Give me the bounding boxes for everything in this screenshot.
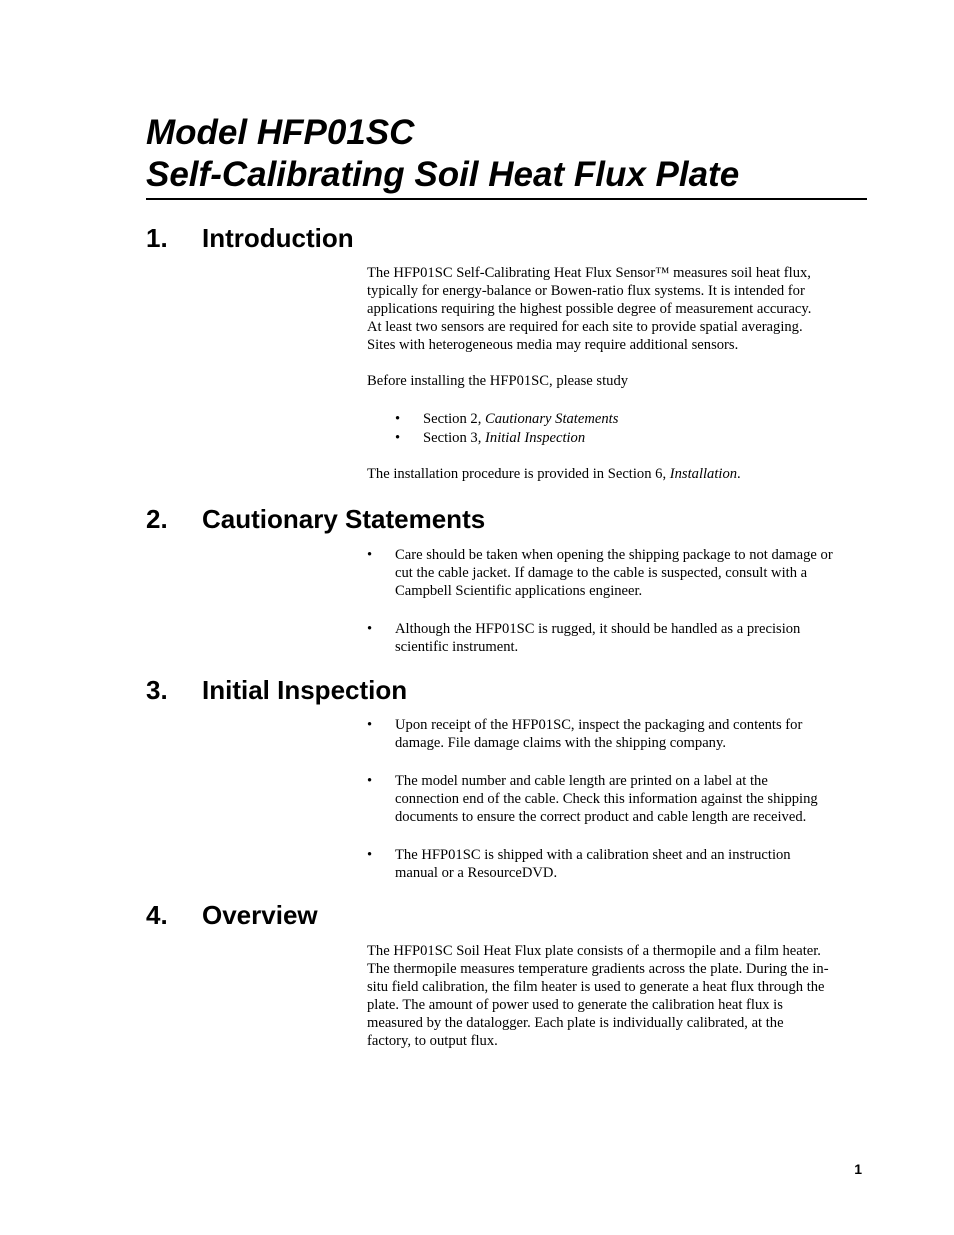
title-line-2: Self-Calibrating Soil Heat Flux Plate <box>146 155 740 194</box>
paragraph-line: factory, to output flux. <box>367 1033 498 1049</box>
inspection-body <box>367 716 867 882</box>
document-title <box>146 112 867 200</box>
section-reference: Cautionary Statements <box>485 411 619 427</box>
section-heading-inspection <box>146 674 407 706</box>
list-item: • Section 2, Cautionary Statements <box>395 410 867 428</box>
list-item: • Upon receipt of the HFP01SC, inspect the packaging and contents for damage. File damage claims with the shipping company. <box>367 716 867 752</box>
title-line-1: Model HFP01SC <box>146 113 415 152</box>
paragraph-line: The HFP01SC Soil Heat Flux plate consists of a thermopile and a film heater. <box>367 943 821 959</box>
paragraph-line: measured by the datalogger. Each plate is individually calibrated, at the <box>367 1015 784 1031</box>
paragraph-line: The HFP01SC Self-Calibrating Heat Flux Sensor™ measures soil heat flux, <box>367 265 811 281</box>
paragraph-line: situ field calibration, the film heater is used to generate a heat flux through the <box>367 979 825 995</box>
section-heading-overview <box>146 899 318 931</box>
paragraph-line: At least two sensors are required for each site to provide spatial averaging. <box>367 319 803 335</box>
section-title: Cautionary Statements <box>202 504 486 534</box>
list-item: • Care should be taken when opening the shipping package to not damage or cut the cable jacket. If damage to the cable is suspected, consult with a Campbell Scientific applications engineer. <box>367 546 867 600</box>
introduction-body <box>367 264 867 483</box>
overview-body <box>367 942 867 1050</box>
paragraph-line: The thermopile measures temperature gradients across the plate. During the in- <box>367 961 829 977</box>
list-item: • The HFP01SC is shipped with a calibration sheet and an instruction manual or a ResourceDVD. <box>367 846 867 882</box>
section-number: 3. <box>146 675 168 705</box>
section-number: 1. <box>146 223 168 253</box>
paragraph-line: applications requiring the highest possible degree of measurement accuracy. <box>367 301 812 317</box>
section-heading-cautionary <box>146 503 485 535</box>
cautionary-body <box>367 546 867 656</box>
list-item: • Although the HFP01SC is rugged, it should be handled as a precision scientific instrument. <box>367 620 867 656</box>
page-number: 1 <box>854 1161 862 1177</box>
section-title: Introduction <box>202 223 354 253</box>
installation-note: The installation procedure is provided in Section 6, Installation. <box>367 466 741 482</box>
list-item: • The model number and cable length are printed on a label at the connection end of the cable. Check this information against the shipping documents to ensure the correct product and cable length are received. <box>367 772 867 826</box>
section-number: 2. <box>146 504 168 534</box>
section-reference: Initial Inspection <box>485 430 586 446</box>
section-number: 4. <box>146 900 168 930</box>
section-heading-introduction <box>146 222 354 254</box>
paragraph-line: Sites with heterogeneous media may require additional sensors. <box>367 337 739 353</box>
section-title: Overview <box>202 900 318 930</box>
paragraph-line: plate. The amount of power used to generate the calibration heat flux is <box>367 997 783 1013</box>
list-item: • Section 3, Initial Inspection <box>395 429 867 447</box>
paragraph-line: typically for energy-balance or Bowen-ratio flux systems. It is intended for <box>367 283 805 299</box>
study-intro: Before installing the HFP01SC, please study <box>367 373 629 389</box>
section-title: Initial Inspection <box>202 675 408 705</box>
